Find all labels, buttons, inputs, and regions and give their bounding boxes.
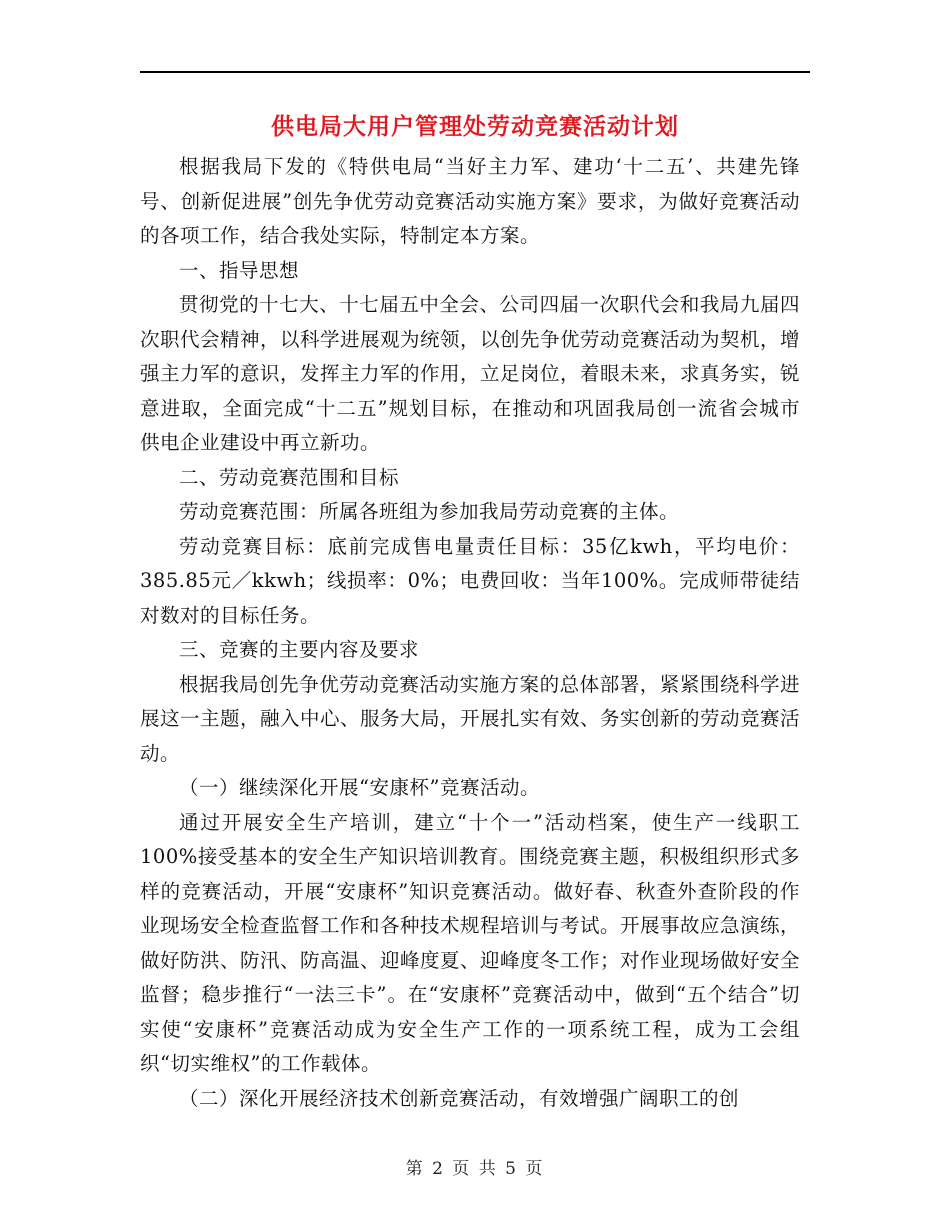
subsection-heading-ankang-cup: （一）继续深化开展“安康杯”竞赛活动。	[179, 776, 540, 799]
paragraph-ankang-cup: 通过开展安全生产培训，建立“十个一”活动档案，使生产一线职工100%接受基本的安全生产知识培训教育。围绕竞赛主题，积极组织形式多样的竞赛活动，开展“安康杯”知识竞赛活动。做好春、秋查外查阶段的作业现场安全检查监督工作和各种技术规程培训与考试。开展事故应急演练，做好防洪、防汛、防高温、迎峰度夏、迎峰度冬工作；对作业现场做好安全监督；稳步推行“一法三卡”。在“安康杯”竞赛活动中，做到“五个结合”切实使“安康杯”竞赛活动成为安全生产工作的一项系统工程，成为工会组织“切实维权”的工作载体。	[140, 810, 801, 1075]
paragraph-scope: 劳动竞赛范围：所属各班组为参加我局劳动竞赛的主体。	[179, 500, 680, 523]
section-heading-scope-and-goals: 二、劳动竞赛范围和目标	[179, 465, 400, 489]
header-rule	[140, 71, 810, 73]
paragraph-main-content: 根据我局创先争优劳动竞赛活动实施方案的总体部署，紧紧围绕科学进展这一主题，融入中心、服务大局，开展扎实有效、务实创新的劳动竞赛活动。	[140, 672, 801, 765]
page-indicator: 第 2 页 共 5 页	[405, 1159, 545, 1179]
paragraph-guiding-ideology: 贯彻党的十七大、十七届五中全会、公司四届一次职代会和我局九届四次职代会精神，以科学进展观为统领，以创先争优劳动竞赛活动为契机，增强主力军的意识，发挥主力军的作用，立足岗位，着眼未来，求真务实，锐意进取，全面完成“十二五”规划目标，在推动和巩固我局创一流省会城市供电企业建设中再立新功。	[140, 293, 801, 454]
paragraph-goals: 劳动竞赛目标：底前完成售电量责任目标：35亿kwh，平均电价：385.85元／kkwh；线损率：0%；电费回收：当年100%。完成师带徒结对数对的目标任务。	[140, 534, 800, 627]
section-heading-guiding-ideology: 一、指导思想	[179, 258, 300, 282]
document-title: 供电局大用户管理处劳动竞赛活动计划	[271, 114, 679, 140]
subsection-heading-tech-innovation: （二）深化开展经济技术创新竞赛活动，有效增强广阔职工的创	[179, 1086, 740, 1110]
document-body	[140, 150, 800, 1116]
section-heading-main-content: 三、竞赛的主要内容及要求	[179, 638, 420, 661]
paragraph-intro: 根据我局下发的《特供电局“当好主力军、建功‘十二五’、共建先锋号、创新促进展”创先争优劳动竞赛活动实施方案》要求，为做好竞赛活动的各项工作，结合我处实际，特制定本方案。	[140, 155, 800, 247]
